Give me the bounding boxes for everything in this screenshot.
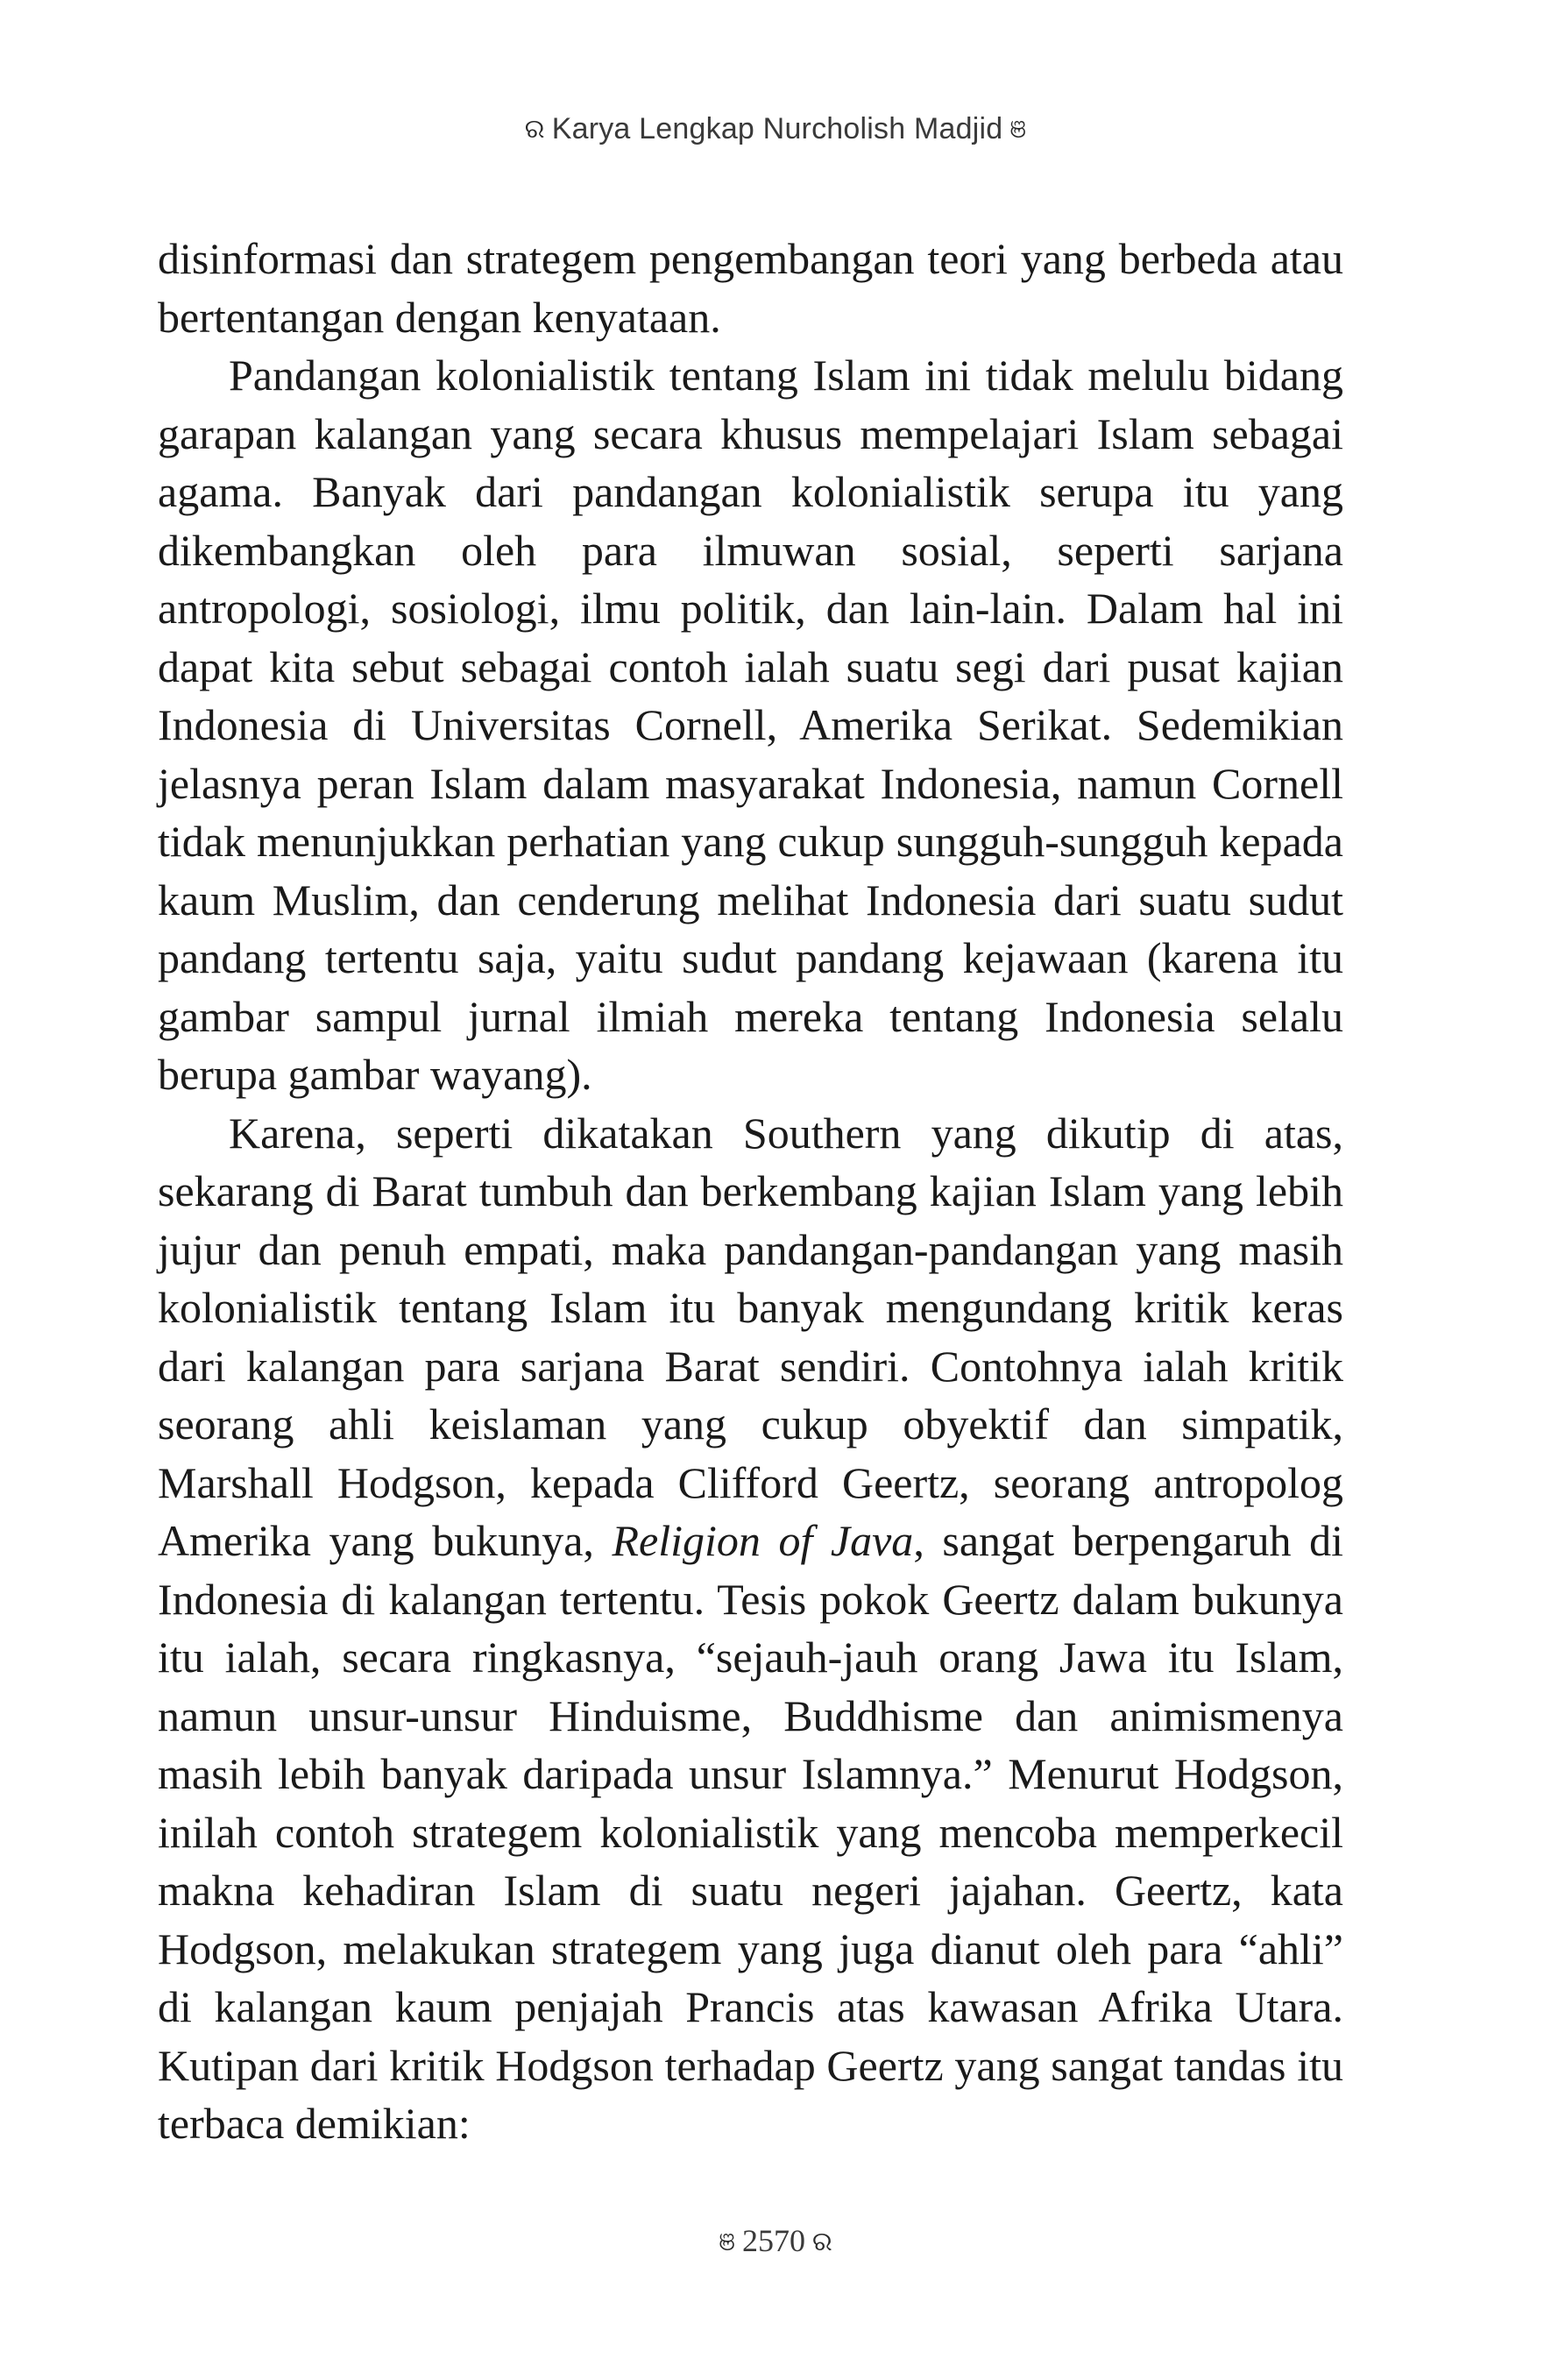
running-header — [0, 112, 1551, 146]
paragraph-3-part-1: Karena, seperti dikatakan Southern yang dikutip di atas, sekarang di Barat tumbuh dan berkembang kajian Islam yang lebih jujur dan penuh empati, maka pandangan-pandangan yang masih kolonialistik tentang Islam itu banyak mengundang kritik keras dari kalangan para sarjana Barat sendiri. Contohnya ialah kritik seorang ahli keislaman yang cukup obyektif dan simpatik, Marshall Hodgson, kepada Clifford Geertz, seorang antropolog Amerika yang bukunya, — [158, 1108, 1343, 1565]
footer-ornament-right-icon: ର — [811, 2227, 832, 2257]
paragraph-3-part-2: , sangat berpengaruh di Indonesia di kalangan tertentu. Tesis pokok Geertz dalam bukunya itu ialah, secara ringkasnya, “sejauh-jauh orang Jawa itu Islam, namun unsur-unsur Hinduisme, Buddhisme dan animismenya masih lebih banyak daripada unsur Islamnya.” Menurut Hodgson, inilah contoh strategem kolonialistik yang mencoba memperkecil makna kehadiran Islam di suatu negeri jajahan. Geertz, kata Hodgson, melakukan strategem yang juga dianut oleh para “ahli” di kalangan kaum penjajah Prancis atas kawasan Afrika Utara. Kutipan dari kritik Hodgson terhadap Geertz yang sangat tandas itu terbaca demikian: — [158, 1516, 1343, 2148]
body-text — [158, 230, 1343, 2153]
footer-ornament-left-icon: ଞ — [719, 2227, 735, 2257]
header-title: Karya Lengkap Nurcholish Madjid — [551, 112, 1003, 145]
paragraph-3 — [158, 1104, 1343, 2153]
page-number: 2570 — [741, 2223, 805, 2258]
paragraph-2: Pandangan kolonialistik tentang Islam ini tidak melulu bidang garapan kalangan yang secara khusus mempelajari Islam sebagai agama. Banyak dari pandangan kolonialistik serupa itu yang dikembangkan oleh para ilmuwan sosial, seperti sarjana antropologi, sosiologi, ilmu politik, dan lain-lain. Dalam hal ini dapat kita sebut sebagai contoh ialah suatu segi dari pusat kajian Indonesia di Universitas Cornell, Amerika Serikat. Sedemikian jelasnya peran Islam dalam masyarakat Indonesia, namun Cornell tidak menunjukkan perhatian yang cukup sungguh-sungguh kepada kaum Muslim, dan cenderung melihat Indonesia dari suatu sudut pandang tertentu saja, yaitu sudut pandang kejawaan (karena itu gambar sampul jurnal ilmiah mereka tentang Indonesia selalu berupa gambar wayang). — [158, 351, 1343, 1099]
page-footer — [0, 2222, 1551, 2259]
ornament-right-icon: ଞ — [1009, 114, 1027, 145]
book-title-religion-of-java: Religion of Java — [612, 1516, 914, 1565]
paragraph-1: disinformasi dan strategem pengembangan teori yang berbeda atau bertentangan dengan kenyataan. — [158, 234, 1343, 342]
ornament-left-icon: ର — [524, 114, 545, 145]
